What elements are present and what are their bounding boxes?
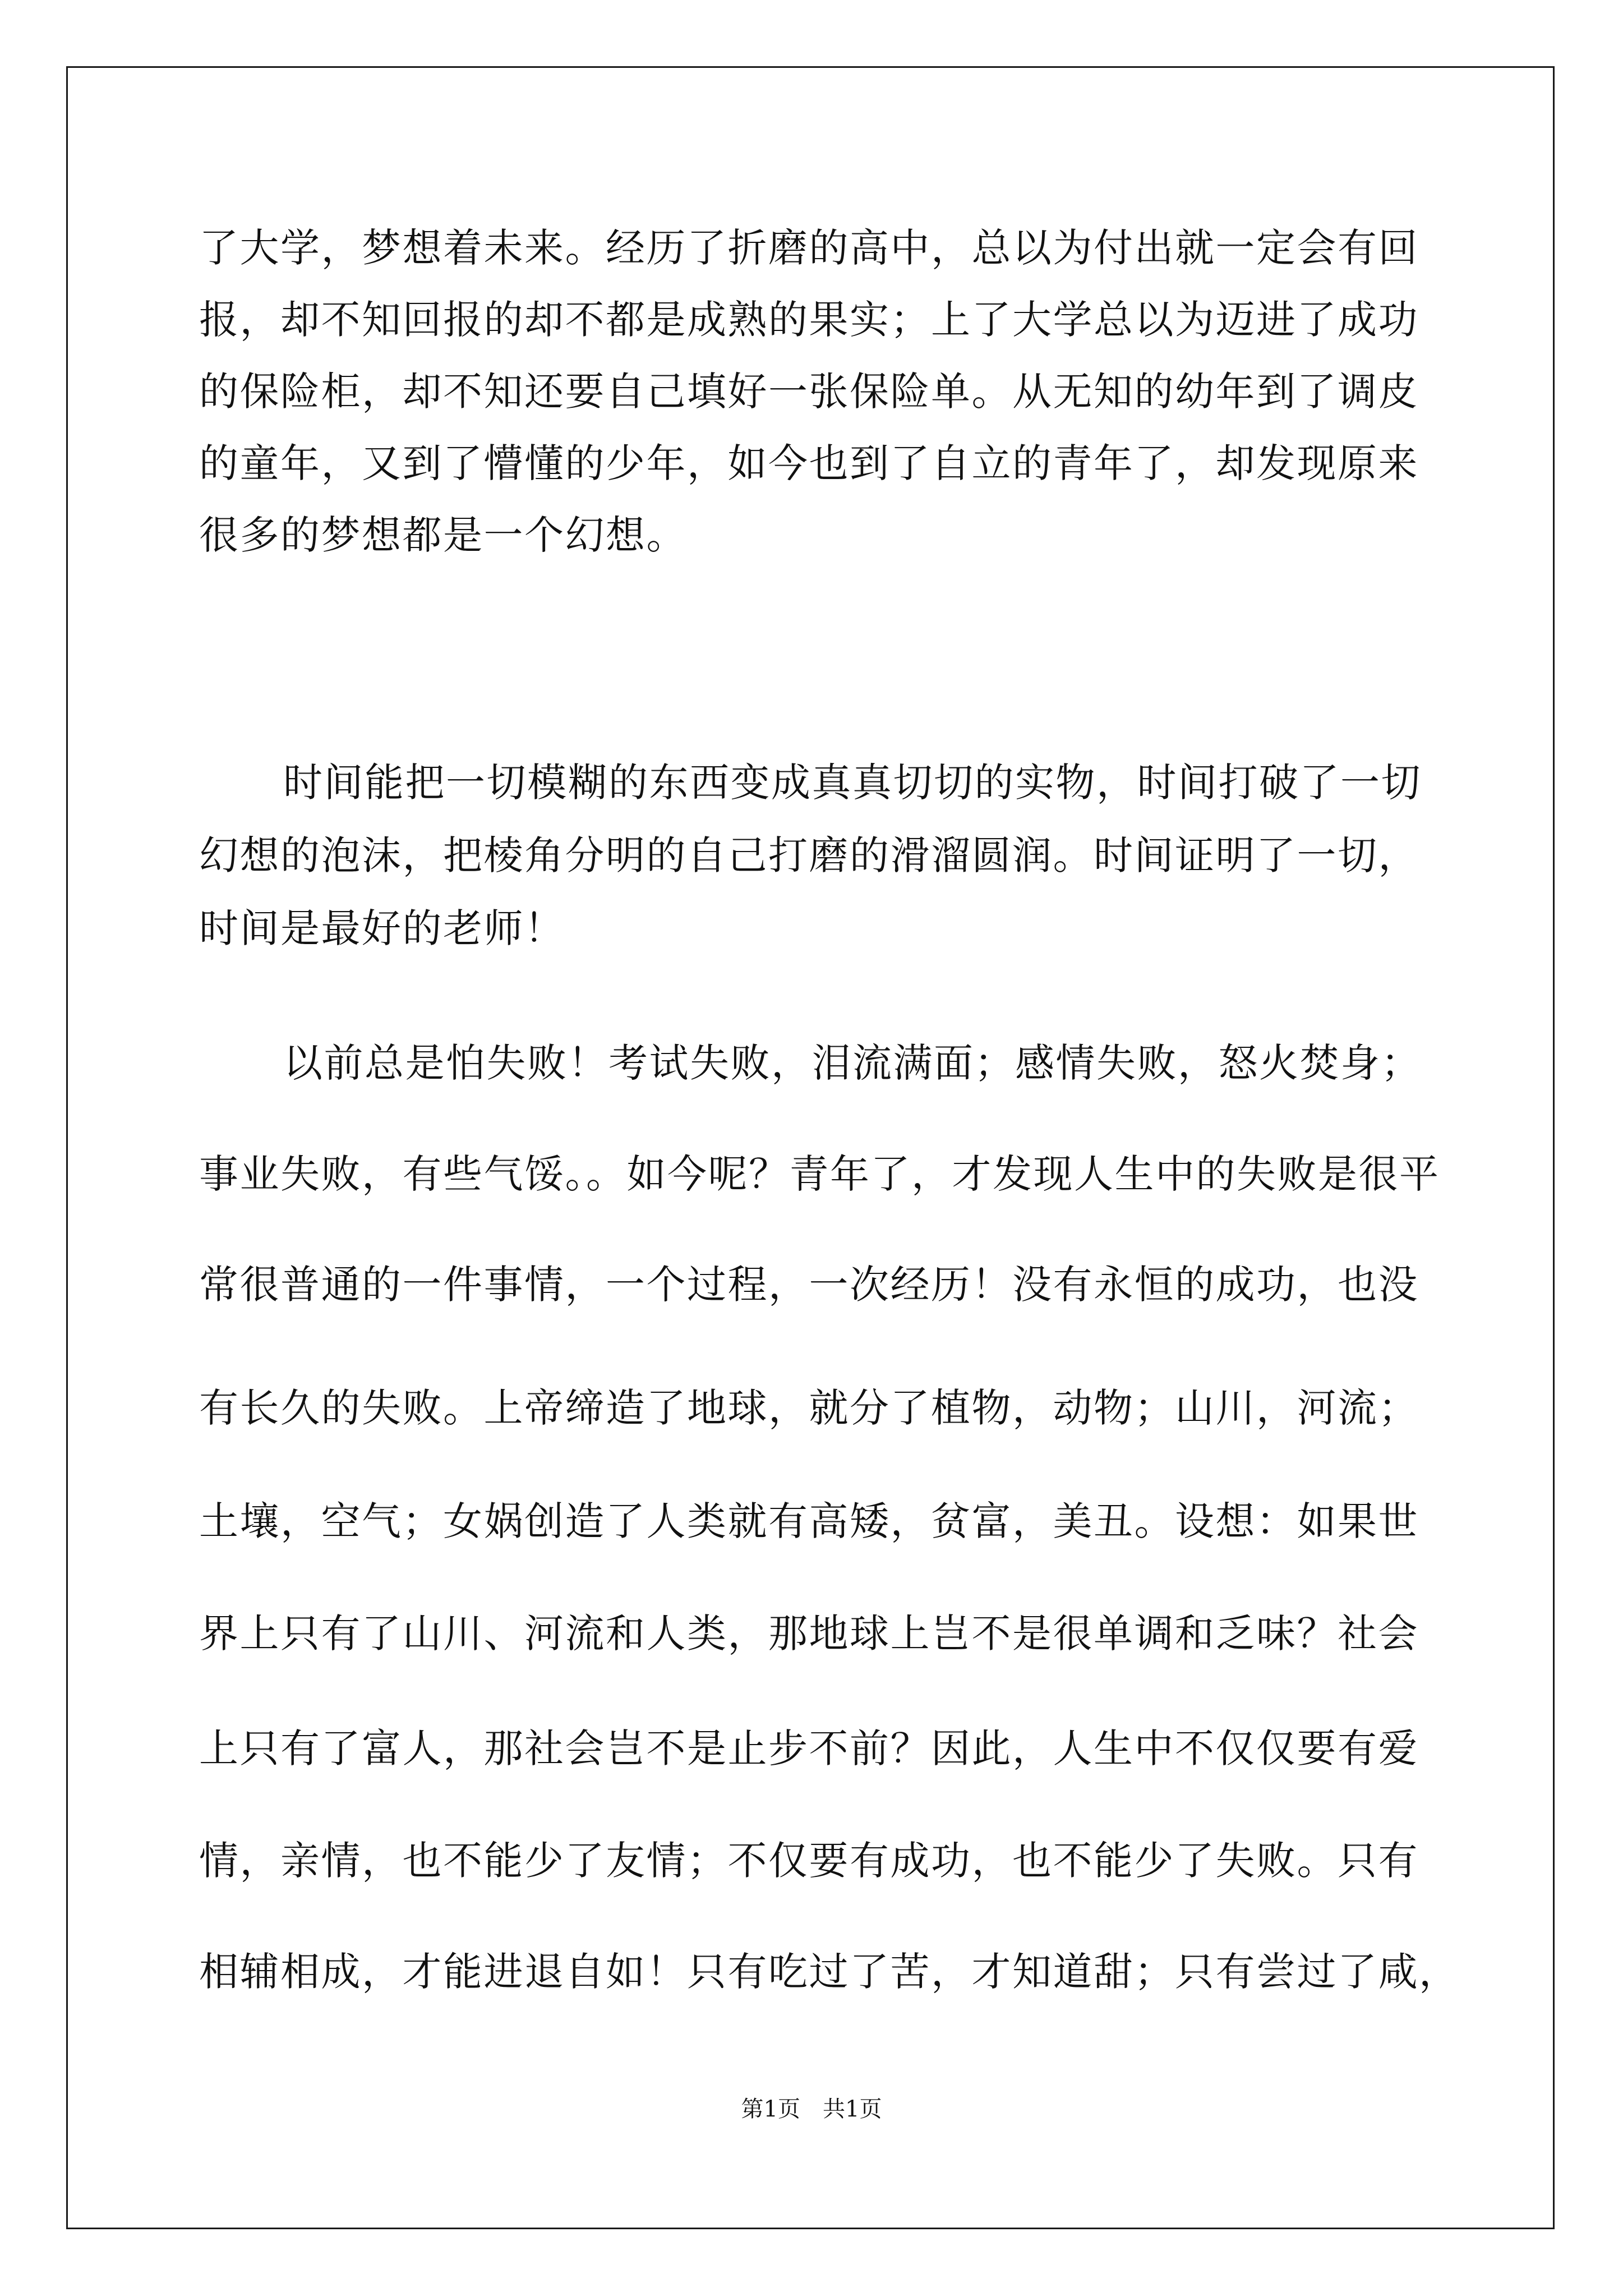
text-line-4: 的童年，又到了懵懂的少年，如今也到了自立的青年了，却发现原来 — [199, 440, 1419, 486]
text-line-1: 了大学，梦想着未来。经历了折磨的高中，总以为付出就一定会有回 — [199, 225, 1419, 271]
text-line-7: 幻想的泡沫，把棱角分明的自己打磨的滑溜圆润。时间证明了一切， — [199, 832, 1419, 878]
text-line-14: 界上只有了山川、河流和人类，那地球上岂不是很单调和乏味？社会 — [199, 1611, 1419, 1657]
text-line-2: 报，却不知回报的却不都是成熟的果实；上了大学总以为迈进了成功 — [199, 297, 1419, 343]
text-line-9: 以前总是怕失败！考试失败，泪流满面；感情失败，怒火焚身； — [283, 1040, 1422, 1086]
text-line-3: 的保险柜，却不知还要自己填好一张保险单。从无知的幼年到了调皮 — [199, 369, 1419, 415]
text-line-5: 很多的梦想都是一个幻想。 — [199, 512, 687, 558]
text-line-15: 上只有了富人，那社会岂不是止步不前？因此，人生中不仅仅要有爱 — [199, 1726, 1419, 1772]
text-line-8: 时间是最好的老师！ — [199, 905, 565, 951]
page-number-footer: 第1页 共1页 — [741, 2096, 882, 2122]
text-line-6: 时间能把一切模糊的东西变成真真切切的实物，时间打破了一切 — [283, 760, 1422, 806]
text-line-10: 事业失败，有些气馁。。如今呢？青年了，才发现人生中的失败是很平 — [199, 1151, 1440, 1197]
text-line-13: 土壤，空气；女娲创造了人类就有高矮，贫富，美丑。设想：如果世 — [199, 1498, 1419, 1544]
text-line-16: 情，亲情，也不能少了友情；不仅要有成功，也不能少了失败。只有 — [199, 1838, 1419, 1884]
text-line-11: 常很普通的一件事情，一个过程，一次经历！没有永恒的成功，也没 — [199, 1262, 1419, 1308]
text-line-17: 相辅相成，才能进退自如！只有吃过了苦，才知道甜；只有尝过了咸， — [199, 1949, 1460, 1995]
text-line-12: 有长久的失败。上帝缔造了地球，就分了植物，动物；山川，河流； — [199, 1385, 1419, 1431]
